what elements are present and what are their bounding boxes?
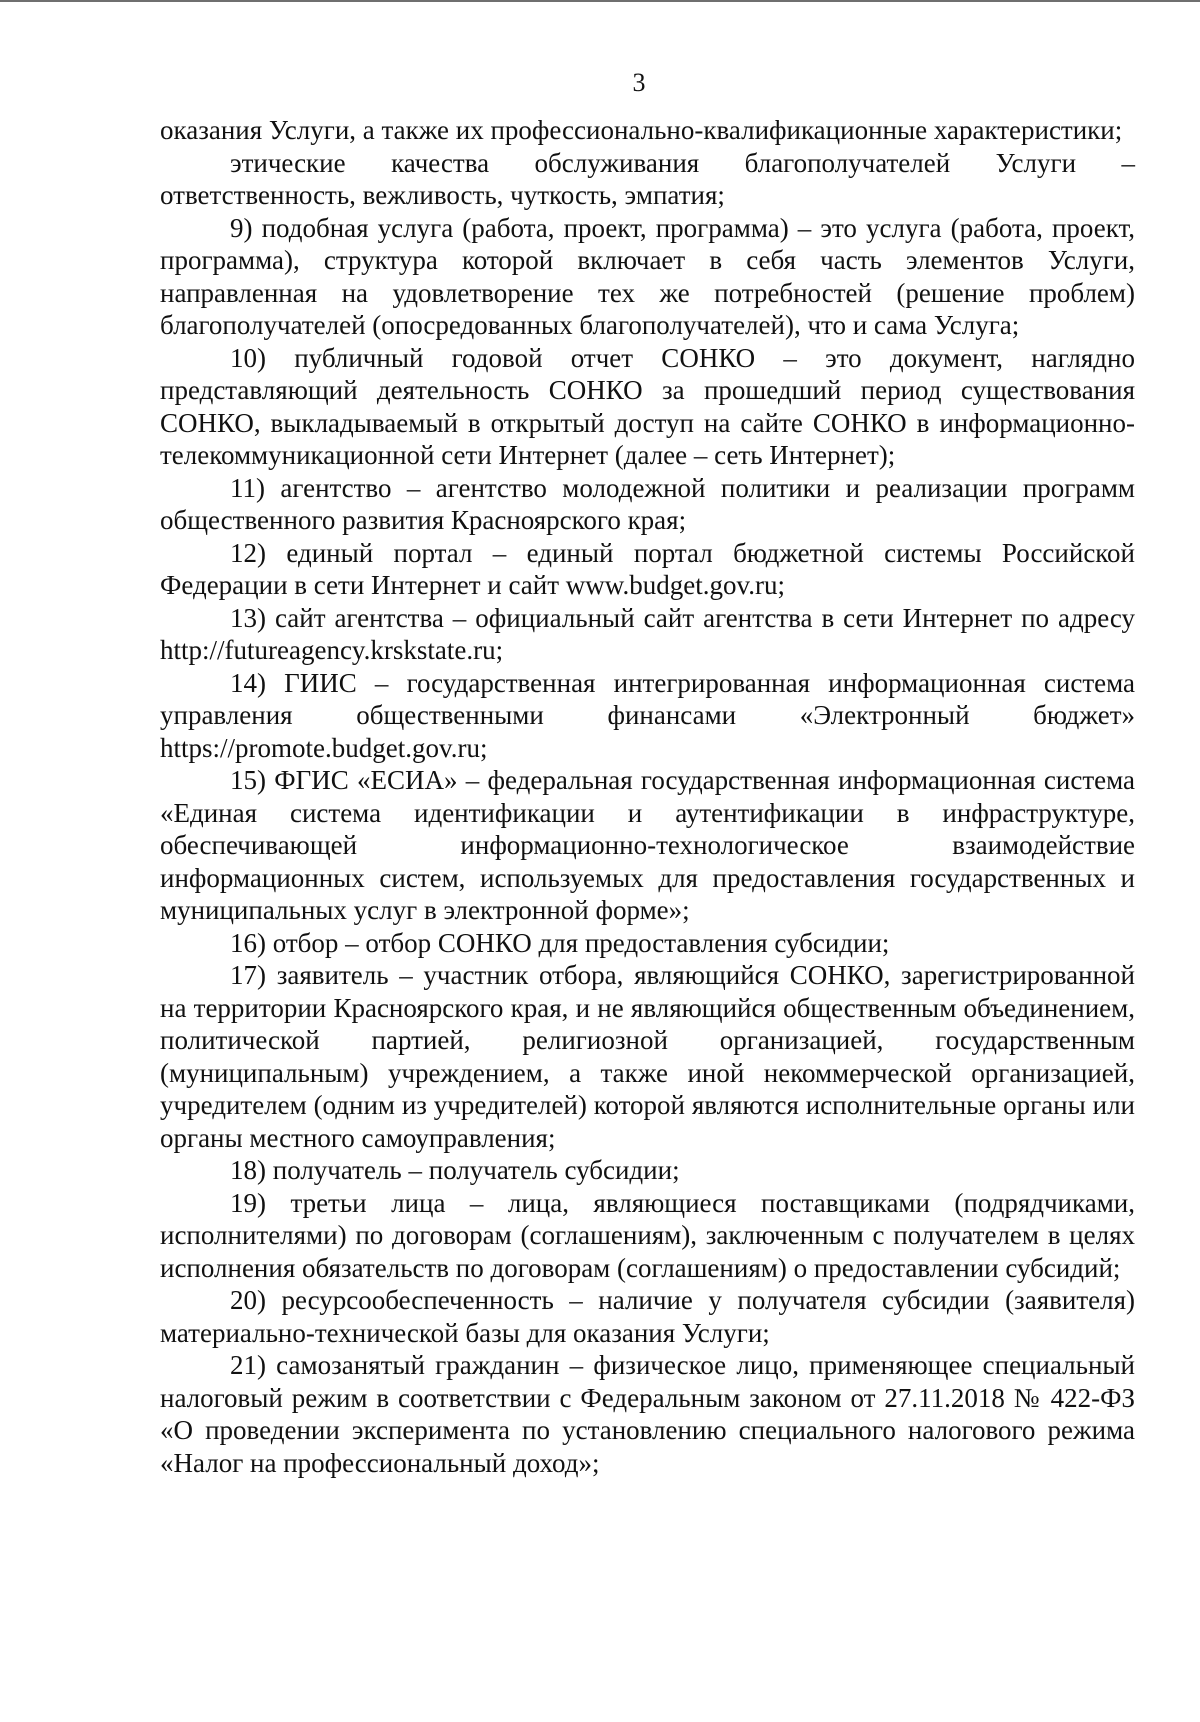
paragraph-item-14: 14) ГИИС – государственная интегрированная информационная система управления общественными финансами «Электронный бюджет» https://promote.budget.gov.ru; (160, 667, 1135, 763)
paragraph-ethical-qualities: этические качества обслуживания благополучателей Услуги – ответственность, вежливость, чуткость, эмпатия; (160, 147, 1135, 210)
document-body (160, 114, 1135, 1479)
paragraph-item-12: 12) единый портал – единый портал бюджетной системы Российской Федерации в сети Интернет и сайт www.budget.gov.ru; (160, 537, 1135, 600)
paragraph-item-13: 13) сайт агентства – официальный сайт агентства в сети Интернет по адресу http://futureagency.krskstate.ru; (160, 602, 1135, 665)
paragraph-item-17: 17) заявитель – участник отбора, являющийся СОНКО, зарегистрированной на территории Красноярского края, и не являющийся общественным объединением, политической партией, религиозной организацией, государственным (муниципальным) учреждением, а также иной некоммерческой организацией, учредителем (одним из учредителей) которой являются исполнительные органы или органы местного самоуправления; (160, 960, 1135, 1153)
paragraph-item-16: 16) отбор – отбор СОНКО для предоставления субсидии; (230, 927, 890, 958)
paragraph-item-21: 21) самозанятый гражданин – физическое лицо, применяющее специальный налоговый режим в соответствии с Федеральным законом от 27.11.2018 № 422-ФЗ «О проведении эксперимента по установлению специального налогового режима «Налог на профессиональный доход»; (160, 1350, 1135, 1478)
paragraph-item-19: 19) третьи лица – лица, являющиеся поставщиками (подрядчиками, исполнителями) по договорам (соглашениям), заключенным с получателем в целях исполнения обязательств по договорам (соглашениям) о предоставлении субсидий; (160, 1187, 1135, 1283)
paragraph-item-9: 9) подобная услуга (работа, проект, программа) – это услуга (работа, проект, программа), структура которой включает в себя часть элементов Услуги, направленная на удовлетворение тех же потребностей (решение проблем) благополучателей (опосредованных благополучателей), что и сама Услуга; (160, 212, 1135, 340)
paragraph-continuation: оказания Услуги, а также их профессионально-квалификационные характеристики; (160, 115, 1123, 145)
paragraph-item-10: 10) публичный годовой отчет СОНКО – это документ, наглядно представляющий деятельность СОНКО за прошедший период существования СОНКО, выкладываемый в открытый доступ на сайте СОНКО в информационно-телекоммуникационной сети Интернет (далее – сеть Интернет); (160, 342, 1135, 470)
paragraph-item-18: 18) получатель – получатель субсидии; (230, 1155, 680, 1185)
page-number: 3 (632, 68, 646, 97)
paragraph-item-20: 20) ресурсообеспеченность – наличие у получателя субсидии (заявителя) материально-технической базы для оказания Услуги; (160, 1285, 1135, 1348)
paragraph-item-11: 11) агентство – агентство молодежной политики и реализации программ общественного развития Красноярского края; (160, 472, 1135, 535)
paragraph-item-15: 15) ФГИС «ЕСИА» – федеральная государственная информационная система «Единая система идентификации и аутентификации в инфраструктуре, обеспечивающей информационно-технологическое взаимодействие информационных систем, используемых для предоставления государственных и муниципальных услуг в электронной форме»; (160, 765, 1135, 925)
